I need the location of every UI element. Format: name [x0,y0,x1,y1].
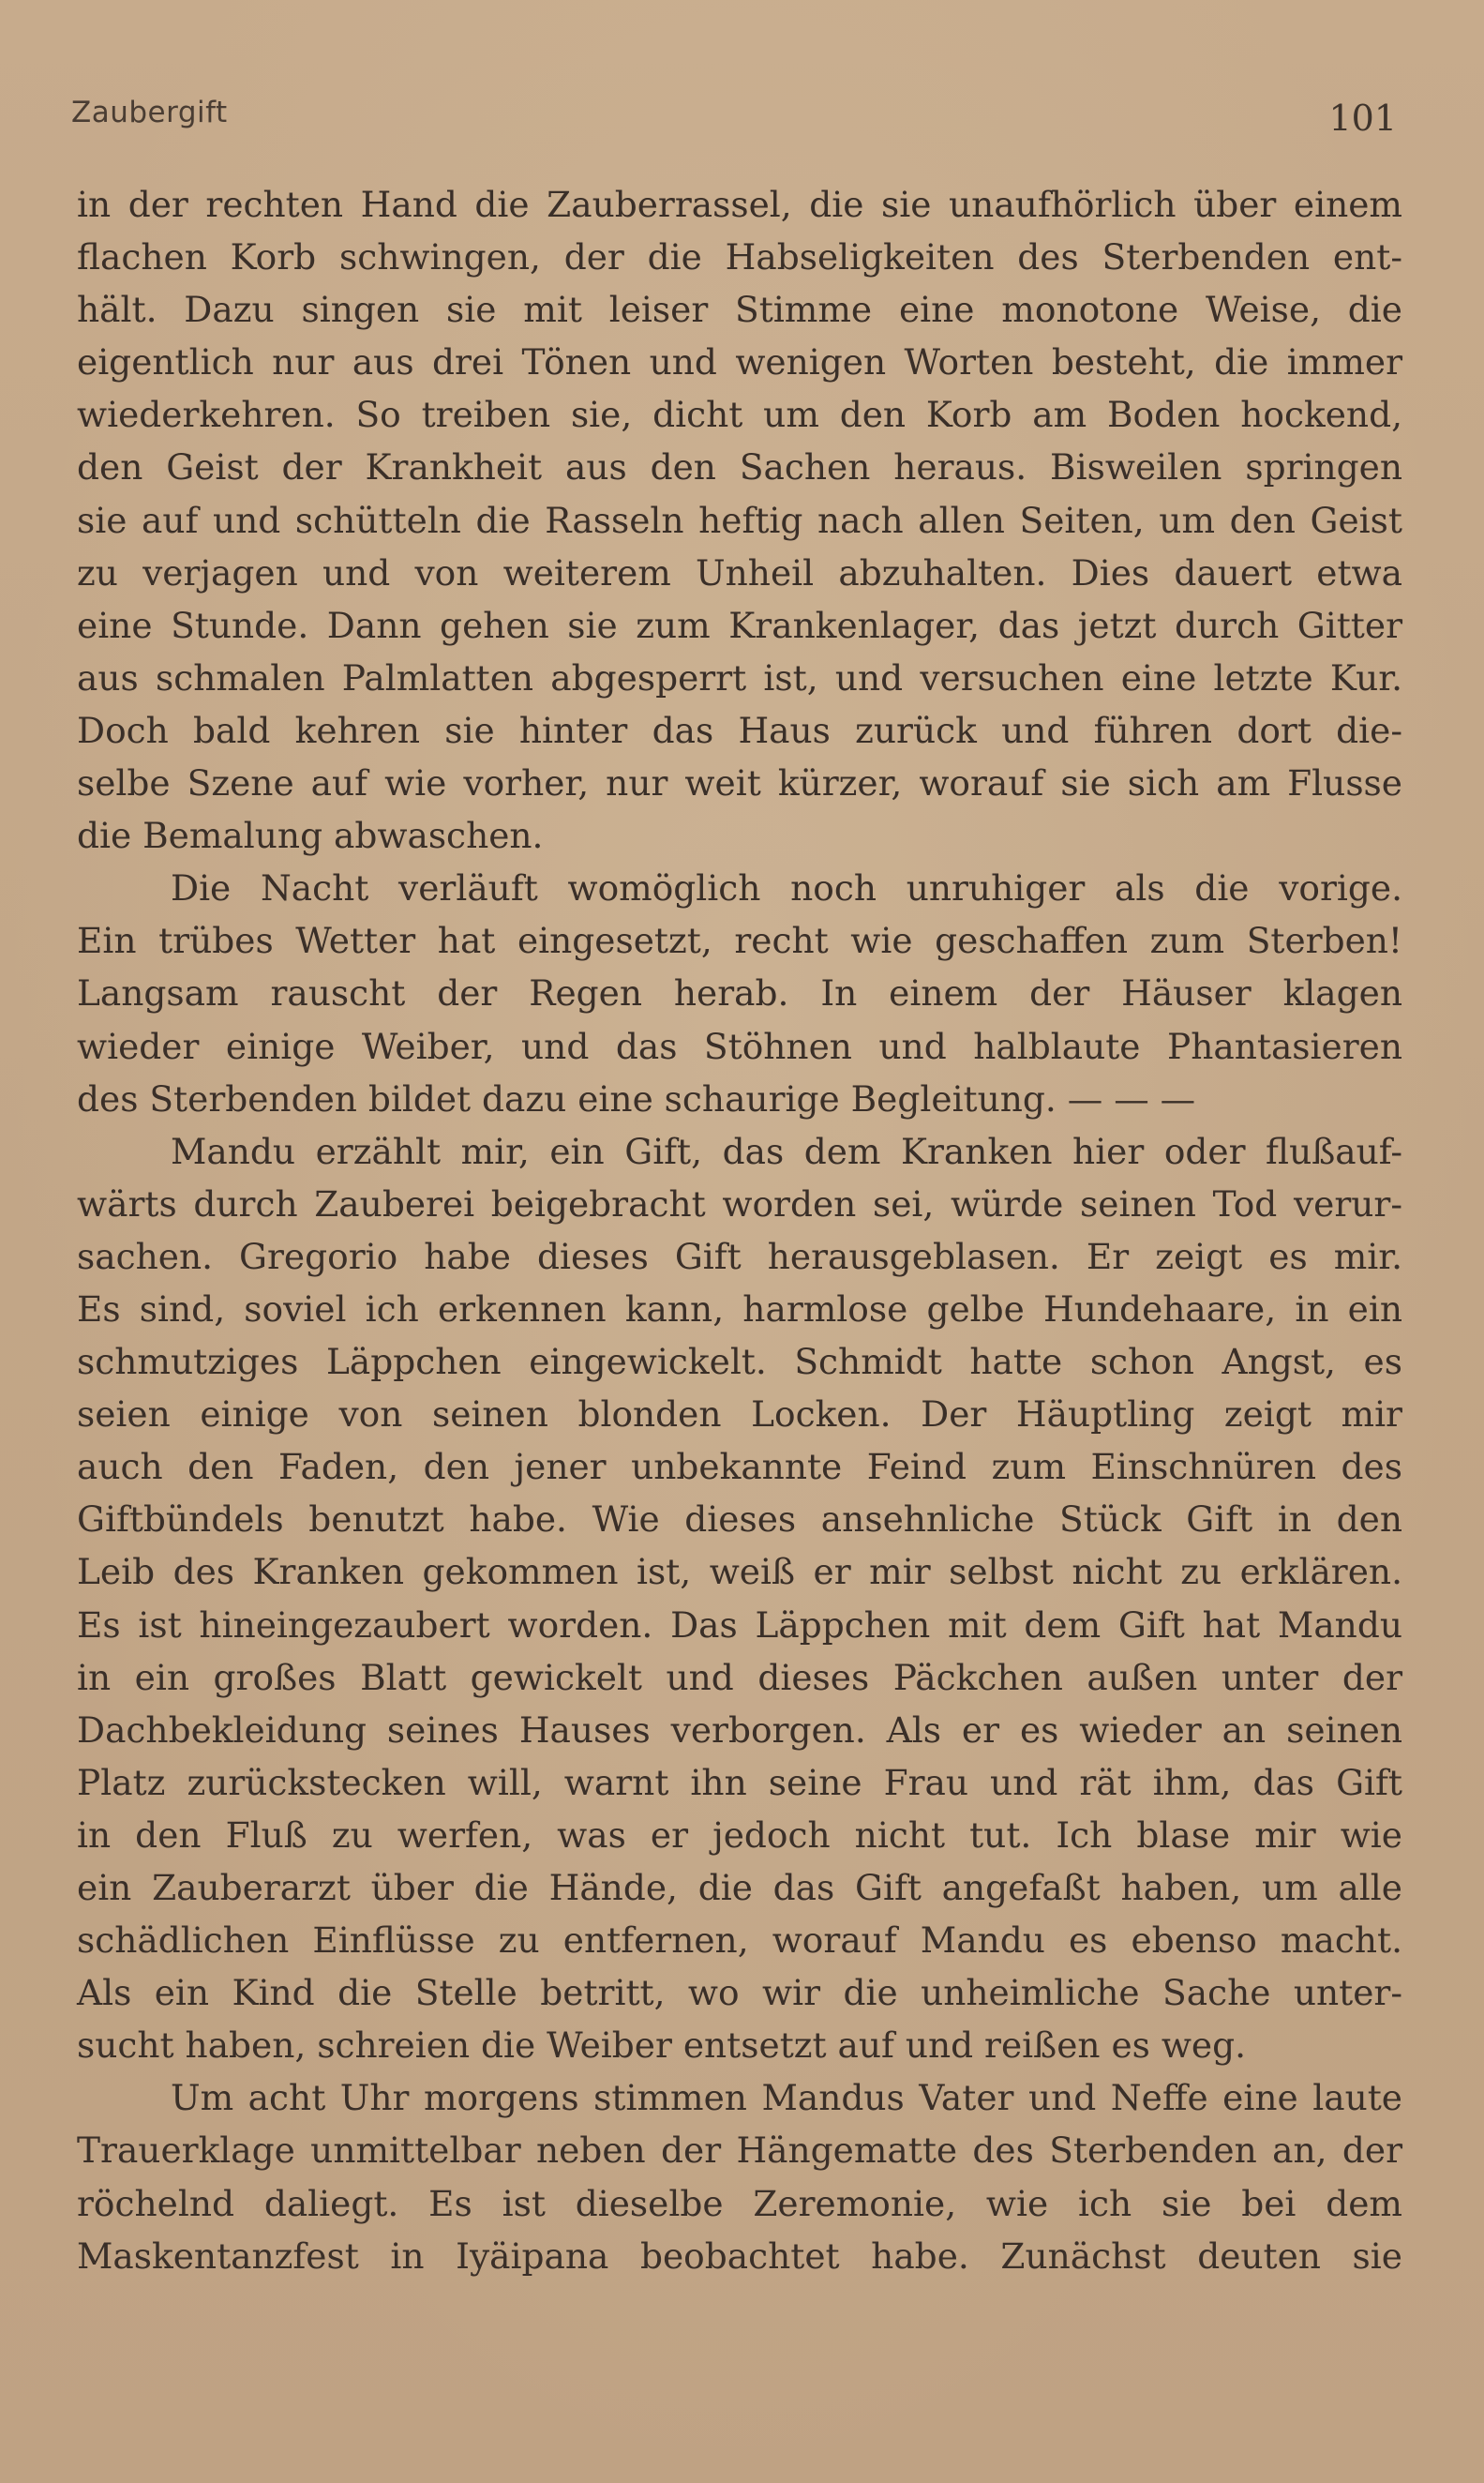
text-line: in ein großes Blatt gewickelt und dieses Päckchen außen unter der [77,1656,1402,1698]
running-title: Zaubergift [71,96,228,129]
text-line: Doch bald kehren sie hinter das Haus zurück und führen dort die- [77,709,1402,751]
text-line: selbe Szene auf wie vorher, nur weit kürzer, worauf sie sich am Flusse [77,762,1402,805]
text-line: schmutziges Läppchen eingewickelt. Schmidt hatte schon Angst, es [77,1341,1402,1383]
text-line: sie auf und schütteln die Rasseln heftig nach allen Seiten, um den Geist [77,499,1402,541]
text-line: röchelnd daliegt. Es ist dieselbe Zeremonie, wie ich sie bei dem [77,2182,1402,2224]
text-line: Als ein Kind die Stelle betritt, wo wir die unheimliche Sache unter- [77,1972,1402,2014]
text-line: Um acht Uhr morgens stimmen Mandus Vater und Neffe eine laute [171,2077,1402,2119]
text-line: Leib des Kranken gekommen ist, weiß er mir selbst nicht zu erklären. [77,1551,1402,1593]
text-line: den Geist der Krankheit aus den Sachen heraus. Bisweilen springen [77,446,1402,489]
text-line: Langsam rauscht der Regen herab. In einem der Häuser klagen [77,972,1402,1015]
text-line: wieder einige Weiber, und das Stöhnen und halblaute Phantasieren [77,1025,1402,1067]
text-line: Mandu erzählt mir, ein Gift, das dem Kranken hier oder flußauf- [171,1130,1402,1172]
text-line: zu verjagen und von weiterem Unheil abzuhalten. Dies dauert etwa [77,551,1402,594]
text-line: eine Stunde. Dann gehen sie zum Krankenlager, das jetzt durch Gitter [77,604,1402,646]
text-line: Ein trübes Wetter hat eingesetzt, recht wie geschaffen zum Sterben! [77,920,1402,962]
text-line: ein Zauberarzt über die Hände, die das Gift angefaßt haben, um alle [77,1867,1402,1908]
running-head [71,96,1397,143]
text-line: wärts durch Zauberei beigebracht worden sei, würde seinen Tod verur- [77,1182,1402,1225]
text-line: aus schmalen Palmlatten abgesperrt ist, und versuchen eine letzte Kur. [77,656,1402,699]
text-line: eigentlich nur aus drei Tönen und wenigen Worten besteht, die immer [77,341,1402,384]
text-line: seien einige von seinen blonden Locken. Der Häuptling zeigt mir [77,1393,1402,1436]
text-line: sachen. Gregorio habe dieses Gift herausgeblasen. Er zeigt es mir. [77,1235,1402,1277]
text-line: Trauerklage unmittelbar neben der Hängematte des Sterbenden an, der [77,2129,1402,2172]
text-line: Giftbündels benutzt habe. Wie dieses ansehnliche Stück Gift in den [77,1498,1402,1541]
text-line: des Sterbenden bildet dazu eine schaurige Begleitung. — — — [77,1077,1196,1120]
body-text [77,178,1402,2282]
text-line: wiederkehren. So treiben sie, dicht um den Korb am Boden hockend, [77,394,1402,436]
text-line: Platz zurückstecken will, warnt ihn seine Frau und rät ihm, das Gift [77,1761,1402,1803]
text-line: hält. Dazu singen sie mit leiser Stimme eine monotone Weise, die [77,289,1402,331]
text-line: Dachbekleidung seines Hauses verborgen. Als er es wieder an seinen [77,1708,1402,1751]
text-line: Die Nacht verläuft womöglich noch unruhiger als die vorige. [171,867,1402,910]
text-line: in der rechten Hand die Zauberrassel, die sie unaufhörlich über einem [77,184,1402,225]
text-line: die Bemalung abwaschen. [77,815,544,857]
text-line: Es ist hineingezaubert worden. Das Läppchen mit dem Gift hat Mandu [77,1603,1402,1646]
page-number: 101 [1328,98,1397,139]
text-line: schädlichen Einflüsse zu entfernen, worauf Mandu es ebenso macht. [77,1919,1402,1962]
text-line: sucht haben, schreien die Weiber entsetzt auf und reißen es weg. [77,2024,1247,2067]
text-line: auch den Faden, den jener unbekannte Feind zum Einschnüren des [77,1446,1402,1488]
text-line: flachen Korb schwingen, der die Habseligkeiten des Sterbenden ent- [77,236,1402,278]
text-line: Maskentanzfest in Iyäipana beobachtet habe. Zunächst deuten sie [77,2235,1402,2277]
text-line: Es sind, soviel ich erkennen kann, harmlose gelbe Hundehaare, in ein [77,1287,1402,1330]
text-line: in den Fluß zu werfen, was er jedoch nicht tut. Ich blase mir wie [77,1813,1402,1856]
